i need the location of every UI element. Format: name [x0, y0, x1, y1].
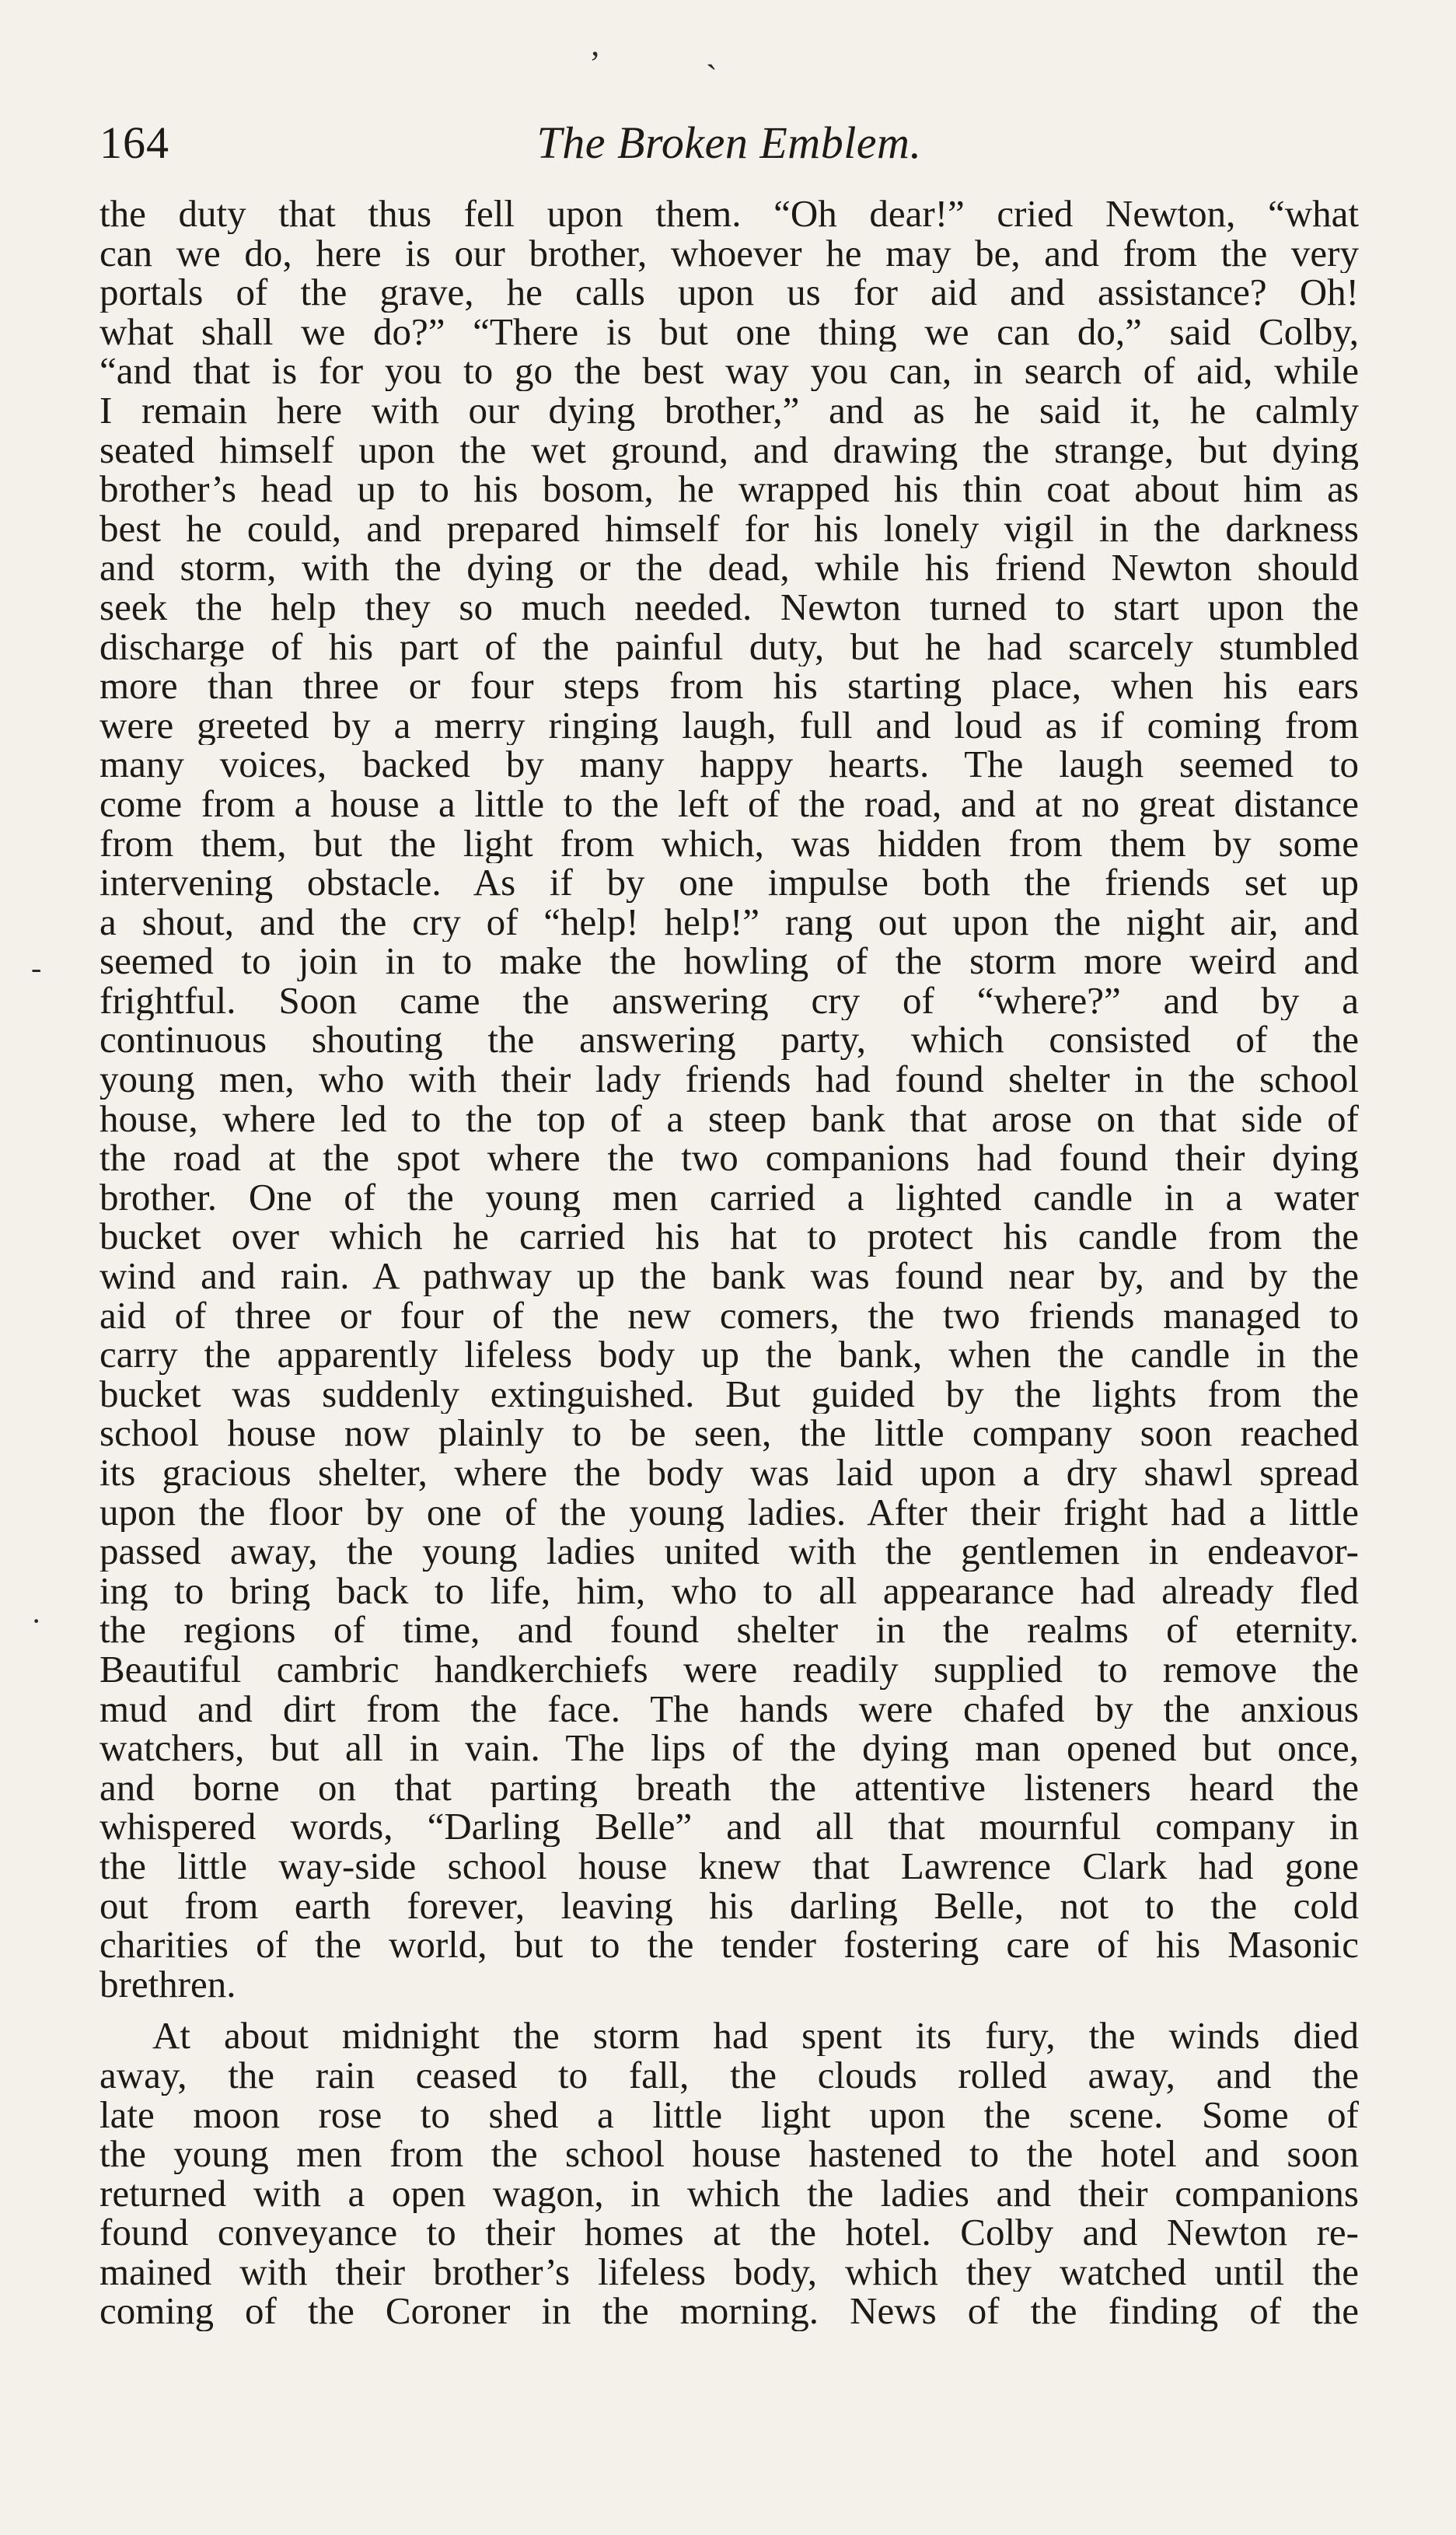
- text-line: watchers, but all in vain. The lips of the dying man opened but once,: [100, 1729, 1359, 1768]
- text-line: more than three or four steps from his starting place, when his ears: [100, 666, 1359, 706]
- text-line: Beautiful cambric handkerchiefs were readily supplied to remove the: [100, 1649, 1359, 1690]
- text-line: brethren.: [100, 1964, 236, 2005]
- text-line: bucket over which he carried his hat to protect his candle from the: [100, 1217, 1359, 1257]
- paragraph-gap: [100, 2004, 1359, 2016]
- text-line: I remain here with our dying brother,” and as he said it, he calmly: [100, 390, 1359, 431]
- text-line: found conveyance to their homes at the hotel. Colby and Newton re-: [100, 2213, 1359, 2253]
- text-line: were greeted by a merry ringing laugh, full and loud as if coming from: [100, 705, 1359, 746]
- text-line: come from a house a little to the left of the road, and at no great distance: [100, 784, 1359, 824]
- text-line: frightful. Soon came the answering cry of “where?” and by a: [100, 981, 1359, 1021]
- text-line: the little way-side school house knew that Lawrence Clark had gone: [100, 1846, 1359, 1886]
- text-line: ing to bring back to life, him, who to all appearance had already fled: [100, 1571, 1359, 1611]
- paragraph: [100, 194, 1359, 2004]
- text-line: charities of the world, but to the tender fostering care of his Masonic: [100, 1925, 1359, 1965]
- ink-speck: ʼ: [589, 44, 601, 82]
- text-line: intervening obstacle. As if by one impulse both the friends set up: [100, 863, 1359, 903]
- text-line: school house now plainly to be seen, the little company soon reached: [100, 1414, 1359, 1453]
- page-header: [100, 117, 1359, 171]
- text-line: from them, but the light from which, was hidden from them by some: [100, 823, 1359, 864]
- text-line: mud and dirt from the face. The hands were chafed by the anxious: [100, 1689, 1359, 1729]
- text-line: brother. One of the young men carried a lighted candle in a water: [100, 1177, 1359, 1218]
- text-line: returned with a open wagon, in which the ladies and their companions: [100, 2173, 1359, 2214]
- text-line: mained with their brother’s lifeless body, which they watched until the: [100, 2252, 1359, 2292]
- text-line: a shout, and the cry of “help! help!” rang out upon the night air, and: [100, 902, 1359, 942]
- text-line: the duty that thus fell upon them. “Oh dear!” cried Newton, “what: [100, 194, 1359, 234]
- text-line: the young men from the school house hastened to the hotel and soon: [100, 2135, 1359, 2174]
- text-line: away, the rain ceased to fall, the clouds rolled away, and the: [100, 2055, 1359, 2096]
- text-line: the regions of time, and found shelter in the realms of eternity.: [100, 1610, 1359, 1650]
- text-line: “and that is for you to go the best way you can, in search of aid, while: [100, 351, 1359, 391]
- paragraph: [100, 2016, 1359, 2331]
- text-line: coming of the Coroner in the morning. News of the finding of the: [100, 2292, 1359, 2332]
- text-line: seemed to join in to make the howling of the storm more weird and: [100, 942, 1359, 981]
- text-line: young men, who with their lady friends had found shelter in the school: [100, 1060, 1359, 1100]
- body-text: [100, 194, 1359, 2331]
- text-line: its gracious shelter, where the body was laid upon a dry shawl spread: [100, 1453, 1359, 1493]
- text-line: seated himself upon the wet ground, and drawing the strange, but dying: [100, 430, 1359, 470]
- text-line: the road at the spot where the two companions had found their dying: [100, 1138, 1359, 1178]
- text-line: best he could, and prepared himself for his lonely vigil in the darkness: [100, 509, 1359, 549]
- text-line: carry the apparently lifeless body up the bank, when the candle in the: [100, 1335, 1359, 1375]
- text-line: seek the help they so much needed. Newton turned to start upon the: [100, 587, 1359, 628]
- margin-mark: ·: [31, 1603, 42, 1638]
- ink-speck: ˎ: [706, 32, 718, 70]
- text-line: upon the floor by one of the young ladies. After their fright had a little: [100, 1492, 1359, 1533]
- text-line: aid of three or four of the new comers, the two friends managed to: [100, 1295, 1359, 1336]
- text-line: continuous shouting the answering party, which consisted of the: [100, 1020, 1359, 1061]
- text-line: late moon rose to shed a little light upon the scene. Some of: [100, 2095, 1359, 2135]
- text-line: house, where led to the top of a steep bank that arose on that side of: [100, 1099, 1359, 1139]
- text-line: out from earth forever, leaving his darling Belle, not to the cold: [100, 1886, 1359, 1926]
- text-line: At about midnight the storm had spent its fury, the winds died: [152, 2016, 1359, 2056]
- text-line: and storm, with the dying or the dead, while his friend Newton should: [100, 548, 1359, 588]
- text-line: wind and rain. A pathway up the bank was found near by, and by the: [100, 1257, 1359, 1296]
- text-line: and borne on that parting breath the attentive listeners heard the: [100, 1768, 1359, 1808]
- text-line: what shall we do?” “There is but one thing we can do,” said Colby,: [100, 312, 1359, 352]
- running-title: The Broken Emblem.: [536, 117, 922, 168]
- text-line: discharge of his part of the painful duty, but he had scarcely stumbled: [100, 627, 1359, 667]
- text-line: bucket was suddenly extinguished. But guided by the lights from the: [100, 1374, 1359, 1414]
- text-line: whispered words, “Darling Belle” and all that mournful company in: [100, 1807, 1359, 1847]
- text-line: brother’s head up to his bosom, he wrapped his thin coat about him as: [100, 470, 1359, 509]
- text-line: passed away, the young ladies united with the gentlemen in endeavor-: [100, 1532, 1359, 1572]
- text-line: portals of the grave, he calls upon us for aid and assistance? Oh!: [100, 273, 1359, 313]
- text-line: many voices, backed by many happy hearts. The laugh seemed to: [100, 745, 1359, 785]
- margin-mark: -: [31, 950, 42, 985]
- text-line: can we do, here is our brother, whoever he may be, and from the very: [100, 233, 1359, 274]
- page-number: 164: [100, 117, 169, 168]
